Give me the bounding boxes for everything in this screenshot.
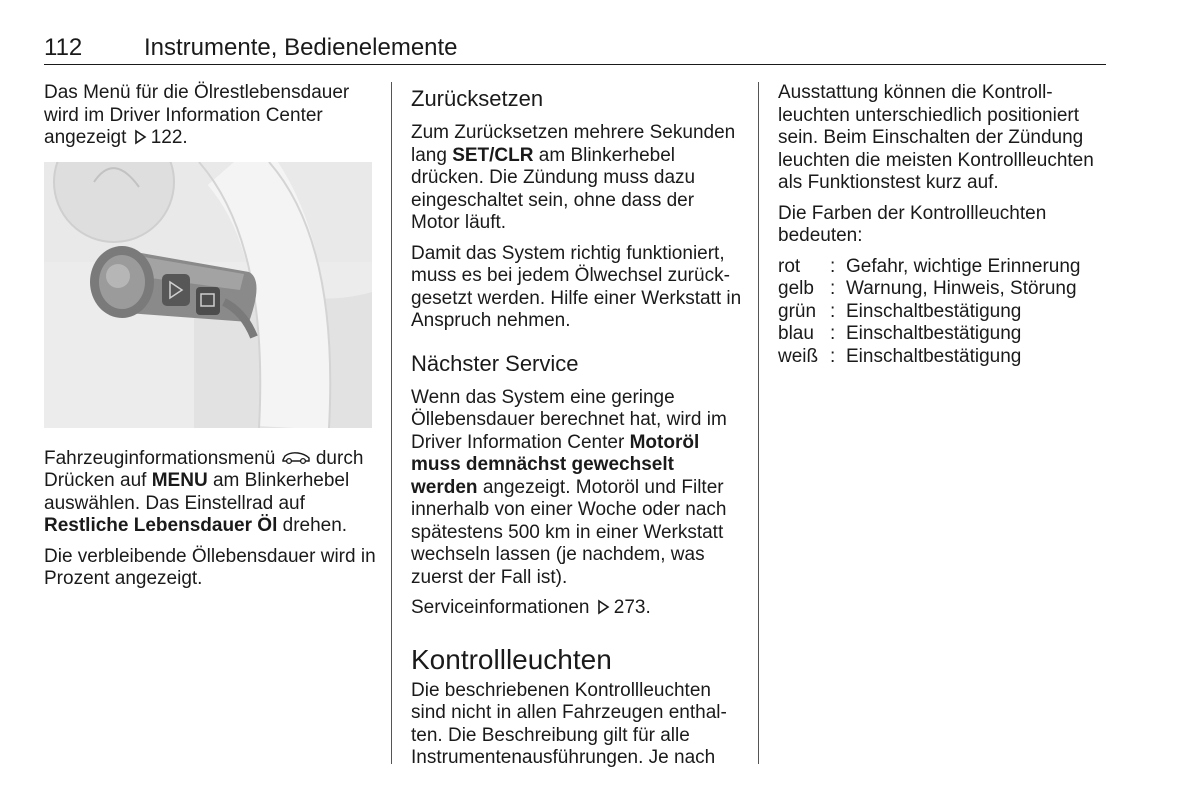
table-row (778, 278, 1080, 301)
color-meaning: Einschaltbestätigung (846, 300, 1022, 322)
paragraph: Ausstattung können die Kontrollleuchten unterschiedlich positioniert sein. Beim Einschalten der Zündung leuchten die meisten Kontrollleuchten als Funktionstest kurz auf. (778, 82, 1094, 193)
color-meaning-table (778, 256, 1080, 369)
column-divider (391, 82, 392, 764)
column-divider (758, 82, 759, 764)
paragraph: Damit das System richtig funktioniert, muss es bei jedem Ölwechsel zurückgesetzt werden. Hilfe einer Werkstatt in Anspruch nehmen. (411, 242, 742, 331)
table-row (778, 346, 1080, 369)
color-meaning: Einschaltbestätigung (846, 345, 1022, 367)
cross-reference-page[interactable]: 273. (613, 597, 651, 618)
chapter-title: Instrumente, Bedienelemente (144, 34, 458, 61)
button-label: SET/CLR (452, 144, 534, 166)
separator: : (830, 255, 836, 277)
paragraph: Zum Zurücksetzen mehrere Sekunden lang SET/CLR am Blinkerhebel drücken. Die Zündung muss dazu eingeschaltet sein, ohne dass der Motor läuft. (411, 122, 736, 233)
separator: : (830, 278, 836, 299)
paragraph-text: Das Menü für die Ölrestlebensdauer wird im Driver Information Center angezeigt (44, 82, 350, 148)
color-meaning: Gefahr, wichtige Erinnerung (846, 255, 1081, 277)
paragraph: Die Farben der Kontrollleuchten bedeuten: (778, 202, 1047, 246)
color-name: gelb (778, 278, 814, 299)
table-row (778, 256, 1080, 279)
separator: : (830, 300, 836, 322)
message-label: Motoröl muss demnächst gewechselt werden (411, 431, 700, 498)
paragraph: Die verbleibende Öllebensdauer wird in Prozent angezeigt. (44, 545, 376, 589)
car-icon (281, 449, 311, 465)
separator: : (830, 323, 836, 344)
table-row (778, 323, 1080, 346)
section-heading-warning-lights: Kontrollleuchten (411, 643, 612, 675)
color-name: weiß (778, 345, 819, 367)
paragraph: Fahrzeuginformationsmenü durch Drücken auf MENU am Blinkerhebel auswählen. Das Einstellrad auf Restliche Lebensdauer Öl drehen. (44, 447, 364, 536)
color-name: rot (778, 255, 801, 277)
color-meaning: Warnung, Hinweis, Störung (846, 278, 1077, 299)
column-1 (44, 82, 376, 599)
paragraph (44, 82, 376, 150)
menu-item-label: Restliche Lebensdauer Öl (44, 515, 278, 536)
separator: : (830, 345, 836, 367)
cross-reference-page[interactable]: 122. (150, 127, 188, 148)
column-3 (778, 82, 1110, 368)
section-heading-reset: Zurücksetzen (411, 86, 544, 111)
menu-label: MENU (151, 470, 208, 491)
page-header (44, 34, 1106, 65)
column-2 (411, 82, 745, 778)
section-heading-next-service: Nächster Service (411, 350, 579, 376)
paragraph: Wenn das System eine geringe Öllebensdauer berechnet hat, wird im Driver Information Center Motoröl muss demnächst gewechselt werden angezeigt. Motoröl und Filter innerhalb von einer Woche oder nach spätestens 500 km in einer Werkstatt wechseln lassen (je nachdem, was zuerst der Fall ist). (411, 386, 727, 588)
color-meaning: Einschaltbestätigung (846, 323, 1022, 344)
turn-signal-lever-photo (44, 162, 372, 428)
color-name: grün (778, 300, 817, 322)
cross-reference-arrow-icon (132, 129, 148, 145)
paragraph: Die beschriebenen Kontrollleuchten sind nicht in allen Fahrzeugen enthalten. Die Beschreibung gilt für alle Instrumentenausführungen. Je nach (411, 679, 727, 768)
paragraph: Serviceinformationen 273. (411, 597, 651, 618)
cross-reference-arrow-icon (595, 599, 611, 615)
page-number: 112 (44, 34, 83, 61)
table-row (778, 301, 1080, 324)
color-name: blau (778, 323, 814, 344)
